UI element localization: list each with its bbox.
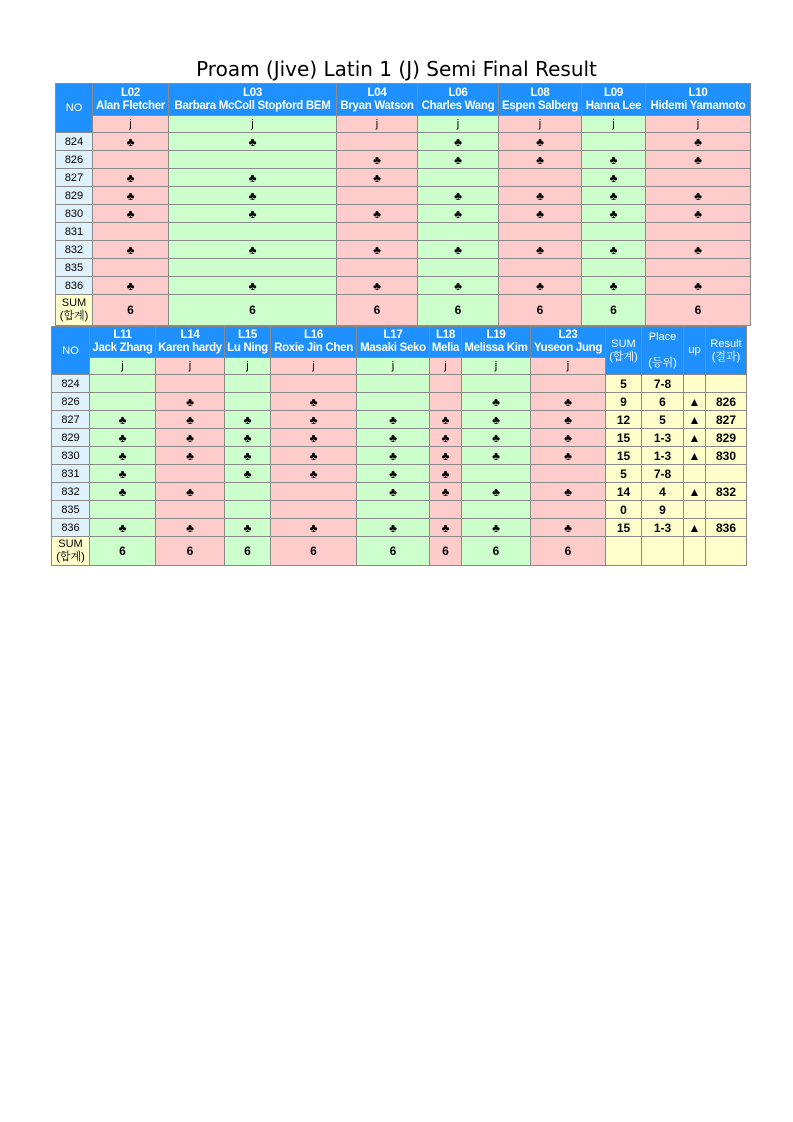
row-place: 1-3 (642, 519, 684, 537)
dance-code-cell: j (430, 358, 462, 375)
mark-cell (430, 393, 462, 411)
club-mark-icon: ♣ (225, 447, 271, 465)
up-arrow-icon: ▲ (684, 411, 706, 429)
judge-name: Hidemi Yamamoto (650, 99, 746, 112)
judge-header (531, 327, 606, 358)
club-mark-icon: ♣ (93, 241, 169, 259)
mark-cell (499, 223, 582, 241)
club-mark-icon: ♣ (462, 393, 531, 411)
table-row (56, 169, 751, 187)
club-mark-icon: ♣ (531, 411, 606, 429)
up-arrow-icon: ▲ (684, 393, 706, 411)
mark-cell (499, 259, 582, 277)
judge-sum: 6 (499, 295, 582, 326)
row-result (706, 465, 747, 483)
judge-name: Masaki Seko (360, 342, 426, 354)
no-header: NO (52, 327, 90, 375)
table-row (52, 375, 747, 393)
judge-code: L11 (113, 329, 132, 341)
judge-code: L19 (486, 329, 506, 341)
club-mark-icon: ♣ (499, 151, 582, 169)
club-mark-icon: ♣ (156, 519, 225, 537)
couple-number: 835 (52, 501, 90, 519)
judge-code: L17 (383, 329, 403, 341)
mark-cell (93, 223, 169, 241)
mark-cell (462, 501, 531, 519)
table-row (52, 429, 747, 447)
mark-cell (90, 375, 156, 393)
row-sum: 15 (606, 429, 642, 447)
mark-cell (337, 259, 418, 277)
up-arrow-icon: ▲ (684, 483, 706, 501)
sum-label: SUM (합계) (52, 537, 90, 566)
club-mark-icon: ♣ (430, 447, 462, 465)
dance-code-cell: j (646, 116, 751, 133)
club-mark-icon: ♣ (646, 241, 751, 259)
table-row (56, 133, 751, 151)
club-mark-icon: ♣ (169, 187, 337, 205)
mark-cell (337, 223, 418, 241)
club-mark-icon: ♣ (225, 411, 271, 429)
mark-cell (271, 375, 357, 393)
mark-cell (169, 151, 337, 169)
mark-cell (169, 259, 337, 277)
table-row (56, 277, 751, 295)
couple-number: 831 (52, 465, 90, 483)
couple-number: 827 (52, 411, 90, 429)
club-mark-icon: ♣ (93, 133, 169, 151)
dance-code-cell: j (582, 116, 646, 133)
club-mark-icon: ♣ (462, 411, 531, 429)
club-mark-icon: ♣ (499, 187, 582, 205)
up-arrow-icon: ▲ (684, 447, 706, 465)
results-table-2 (51, 326, 747, 566)
club-mark-icon: ♣ (156, 429, 225, 447)
judge-sum: 6 (531, 537, 606, 566)
row-up (684, 465, 706, 483)
table-row (56, 259, 751, 277)
club-mark-icon: ♣ (156, 447, 225, 465)
mark-cell (225, 393, 271, 411)
club-mark-icon: ♣ (93, 169, 169, 187)
mark-cell (582, 259, 646, 277)
judge-code: L16 (304, 329, 323, 341)
judge-header (430, 327, 462, 358)
club-mark-icon: ♣ (582, 241, 646, 259)
club-mark-icon: ♣ (225, 519, 271, 537)
club-mark-icon: ♣ (357, 447, 430, 465)
judge-header (582, 84, 646, 116)
mark-cell (93, 259, 169, 277)
club-mark-icon: ♣ (430, 429, 462, 447)
summary-empty-cell (642, 537, 684, 566)
club-mark-icon: ♣ (169, 169, 337, 187)
row-place: 1-3 (642, 429, 684, 447)
mark-cell (156, 375, 225, 393)
club-mark-icon: ♣ (582, 151, 646, 169)
no-header: NO (56, 84, 93, 133)
dance-code-cell: j (225, 358, 271, 375)
judge-sum: 6 (418, 295, 499, 326)
dance-code-cell: j (462, 358, 531, 375)
row-place: 7-8 (642, 465, 684, 483)
club-mark-icon: ♣ (462, 483, 531, 501)
up-header: up (684, 327, 706, 375)
dance-code-cell: j (531, 358, 606, 375)
club-mark-icon: ♣ (271, 519, 357, 537)
club-mark-icon: ♣ (169, 277, 337, 295)
mark-cell (531, 465, 606, 483)
row-place: 6 (642, 393, 684, 411)
row-sum: 5 (606, 465, 642, 483)
mark-cell (418, 259, 499, 277)
row-sum: 12 (606, 411, 642, 429)
mark-cell (90, 393, 156, 411)
judge-header (271, 327, 357, 358)
mark-cell (582, 223, 646, 241)
club-mark-icon: ♣ (357, 519, 430, 537)
club-mark-icon: ♣ (169, 133, 337, 151)
club-mark-icon: ♣ (418, 133, 499, 151)
table-row (56, 205, 751, 223)
club-mark-icon: ♣ (93, 277, 169, 295)
club-mark-icon: ♣ (337, 169, 418, 187)
judge-code: L14 (180, 329, 200, 341)
judge-sum: 6 (271, 537, 357, 566)
table-row (52, 483, 747, 501)
club-mark-icon: ♣ (271, 429, 357, 447)
mark-cell (582, 133, 646, 151)
judge-name: Melissa Kim (464, 342, 528, 354)
sum-label: SUM (합계) (56, 295, 93, 326)
result-header: Result (결과) (706, 327, 747, 375)
dance-code-cell: j (169, 116, 337, 133)
judge-header (462, 327, 531, 358)
table-row (52, 465, 747, 483)
judge-header (499, 84, 582, 116)
mark-cell (93, 151, 169, 169)
mark-cell (156, 465, 225, 483)
judge-header (156, 327, 225, 358)
club-mark-icon: ♣ (646, 187, 751, 205)
mark-cell (357, 501, 430, 519)
judge-header (337, 84, 418, 116)
club-mark-icon: ♣ (531, 429, 606, 447)
judge-code: L18 (436, 329, 455, 341)
mark-cell (225, 375, 271, 393)
couple-number: 836 (56, 277, 93, 295)
dance-code-cell: j (271, 358, 357, 375)
club-mark-icon: ♣ (430, 519, 462, 537)
judge-code: L02 (121, 86, 140, 99)
row-place: 9 (642, 501, 684, 519)
judge-sum: 6 (462, 537, 531, 566)
row-sum: 15 (606, 447, 642, 465)
judge-sum: 6 (646, 295, 751, 326)
club-mark-icon: ♣ (499, 241, 582, 259)
judge-sum: 6 (169, 295, 337, 326)
row-place: 4 (642, 483, 684, 501)
mark-cell (337, 133, 418, 151)
couple-number: 829 (56, 187, 93, 205)
club-mark-icon: ♣ (430, 411, 462, 429)
club-mark-icon: ♣ (531, 447, 606, 465)
mark-cell (169, 223, 337, 241)
club-mark-icon: ♣ (90, 465, 156, 483)
club-mark-icon: ♣ (169, 241, 337, 259)
row-result: 832 (706, 483, 747, 501)
club-mark-icon: ♣ (156, 393, 225, 411)
mark-cell (531, 375, 606, 393)
club-mark-icon: ♣ (582, 277, 646, 295)
mark-cell (418, 169, 499, 187)
row-sum: 14 (606, 483, 642, 501)
club-mark-icon: ♣ (531, 393, 606, 411)
judge-sum: 6 (90, 537, 156, 566)
mark-cell (156, 501, 225, 519)
row-place: 1-3 (642, 447, 684, 465)
judge-name: Bryan Watson (340, 99, 414, 112)
couple-number: 832 (56, 241, 93, 259)
couple-number: 824 (56, 133, 93, 151)
club-mark-icon: ♣ (90, 447, 156, 465)
judge-code: L04 (367, 86, 387, 99)
judge-sum: 6 (337, 295, 418, 326)
table-row (52, 519, 747, 537)
couple-number: 832 (52, 483, 90, 501)
mark-cell (531, 501, 606, 519)
table-row (56, 151, 751, 169)
table-row (52, 501, 747, 519)
dance-code-cell: j (499, 116, 582, 133)
mark-cell (271, 483, 357, 501)
judge-code: L23 (558, 329, 578, 341)
judge-name: Alan Fletcher (96, 99, 165, 112)
club-mark-icon: ♣ (337, 241, 418, 259)
judge-code: L10 (688, 86, 708, 99)
couple-number: 831 (56, 223, 93, 241)
couple-number: 827 (56, 169, 93, 187)
club-mark-icon: ♣ (337, 151, 418, 169)
sum-header: SUM (합계) (606, 327, 642, 375)
club-mark-icon: ♣ (271, 465, 357, 483)
row-result: 830 (706, 447, 747, 465)
judge-code: L03 (243, 86, 262, 99)
club-mark-icon: ♣ (90, 429, 156, 447)
table-row (56, 241, 751, 259)
judge-name: Melia (431, 342, 460, 354)
judge-header (169, 84, 337, 116)
couple-number: 826 (52, 393, 90, 411)
judge-header (357, 327, 430, 358)
row-up (684, 501, 706, 519)
judge-header (90, 327, 156, 358)
club-mark-icon: ♣ (271, 447, 357, 465)
mark-cell (225, 501, 271, 519)
up-arrow-icon: ▲ (684, 429, 706, 447)
mark-cell (462, 375, 531, 393)
judge-sum: 6 (582, 295, 646, 326)
summary-empty-cell (684, 537, 706, 566)
mark-cell (646, 169, 751, 187)
row-sum: 15 (606, 519, 642, 537)
club-mark-icon: ♣ (430, 483, 462, 501)
judge-header (93, 84, 169, 116)
results-table-1 (55, 83, 751, 326)
judge-name: Barbara McColl Stopford BEM (174, 99, 331, 112)
table-row (56, 187, 751, 205)
judge-header (418, 84, 499, 116)
mark-cell (462, 465, 531, 483)
table-row (56, 223, 751, 241)
mark-cell (499, 169, 582, 187)
club-mark-icon: ♣ (582, 169, 646, 187)
summary-empty-cell (606, 537, 642, 566)
judge-header (225, 327, 271, 358)
mark-cell (337, 187, 418, 205)
mark-cell (646, 259, 751, 277)
club-mark-icon: ♣ (418, 151, 499, 169)
row-sum: 9 (606, 393, 642, 411)
club-mark-icon: ♣ (90, 411, 156, 429)
table-row (52, 393, 747, 411)
club-mark-icon: ♣ (499, 205, 582, 223)
judge-code: L09 (604, 86, 623, 99)
club-mark-icon: ♣ (418, 241, 499, 259)
club-mark-icon: ♣ (337, 205, 418, 223)
dance-code-cell: j (93, 116, 169, 133)
judge-header (646, 84, 751, 116)
mark-cell (357, 393, 430, 411)
club-mark-icon: ♣ (499, 133, 582, 151)
club-mark-icon: ♣ (156, 411, 225, 429)
club-mark-icon: ♣ (357, 483, 430, 501)
row-up (684, 375, 706, 393)
place-header: Place (등위) (642, 327, 684, 375)
club-mark-icon: ♣ (357, 411, 430, 429)
mark-cell (271, 501, 357, 519)
couple-number: 836 (52, 519, 90, 537)
club-mark-icon: ♣ (93, 205, 169, 223)
couple-number: 830 (56, 205, 93, 223)
row-result: 826 (706, 393, 747, 411)
club-mark-icon: ♣ (225, 465, 271, 483)
club-mark-icon: ♣ (582, 205, 646, 223)
page-title: Proam (Jive) Latin 1 (J) Semi Final Result (196, 57, 597, 81)
judge-sum: 6 (156, 537, 225, 566)
club-mark-icon: ♣ (582, 187, 646, 205)
judge-name: Jack Zhang (92, 342, 153, 354)
couple-number: 830 (52, 447, 90, 465)
row-place: 7-8 (642, 375, 684, 393)
club-mark-icon: ♣ (462, 429, 531, 447)
club-mark-icon: ♣ (646, 133, 751, 151)
club-mark-icon: ♣ (225, 429, 271, 447)
mark-cell (430, 501, 462, 519)
dance-code-cell: j (357, 358, 430, 375)
dance-code-cell: j (90, 358, 156, 375)
row-result (706, 375, 747, 393)
mark-cell (646, 223, 751, 241)
club-mark-icon: ♣ (646, 277, 751, 295)
club-mark-icon: ♣ (462, 519, 531, 537)
club-mark-icon: ♣ (418, 187, 499, 205)
mark-cell (90, 501, 156, 519)
summary-empty-cell (706, 537, 747, 566)
couple-number: 824 (52, 375, 90, 393)
dance-code-cell: j (418, 116, 499, 133)
dance-code-cell: j (337, 116, 418, 133)
table-row (52, 447, 747, 465)
judge-name: Karen hardy (158, 342, 222, 354)
judge-sum: 6 (430, 537, 462, 566)
judge-sum: 6 (225, 537, 271, 566)
club-mark-icon: ♣ (169, 205, 337, 223)
row-place: 5 (642, 411, 684, 429)
judge-name: Lu Ning (227, 342, 268, 354)
club-mark-icon: ♣ (337, 277, 418, 295)
judge-code: L08 (530, 86, 550, 99)
judge-name: Hanna Lee (585, 99, 642, 112)
club-mark-icon: ♣ (93, 187, 169, 205)
judge-name: Charles Wang (421, 99, 495, 112)
club-mark-icon: ♣ (271, 393, 357, 411)
club-mark-icon: ♣ (271, 411, 357, 429)
judge-code: L15 (238, 329, 257, 341)
club-mark-icon: ♣ (430, 465, 462, 483)
judge-name: Roxie Jin Chen (274, 342, 353, 354)
club-mark-icon: ♣ (531, 519, 606, 537)
mark-cell (430, 375, 462, 393)
club-mark-icon: ♣ (462, 447, 531, 465)
club-mark-icon: ♣ (646, 205, 751, 223)
mark-cell (418, 223, 499, 241)
up-arrow-icon: ▲ (684, 519, 706, 537)
club-mark-icon: ♣ (357, 429, 430, 447)
club-mark-icon: ♣ (418, 205, 499, 223)
club-mark-icon: ♣ (499, 277, 582, 295)
row-result (706, 501, 747, 519)
table-row (52, 411, 747, 429)
row-result: 829 (706, 429, 747, 447)
club-mark-icon: ♣ (646, 151, 751, 169)
judge-name: Espen Salberg (502, 99, 578, 112)
judge-sum: 6 (357, 537, 430, 566)
judge-name: Yuseon Jung (533, 342, 603, 354)
club-mark-icon: ♣ (156, 483, 225, 501)
row-result: 827 (706, 411, 747, 429)
mark-cell (225, 483, 271, 501)
mark-cell (357, 375, 430, 393)
row-sum: 0 (606, 501, 642, 519)
club-mark-icon: ♣ (418, 277, 499, 295)
couple-number: 835 (56, 259, 93, 277)
row-result: 836 (706, 519, 747, 537)
club-mark-icon: ♣ (357, 465, 430, 483)
dance-code-cell: j (156, 358, 225, 375)
club-mark-icon: ♣ (90, 483, 156, 501)
club-mark-icon: ♣ (531, 483, 606, 501)
couple-number: 826 (56, 151, 93, 169)
couple-number: 829 (52, 429, 90, 447)
club-mark-icon: ♣ (90, 519, 156, 537)
judge-code: L06 (448, 86, 468, 99)
judge-sum: 6 (93, 295, 169, 326)
row-sum: 5 (606, 375, 642, 393)
